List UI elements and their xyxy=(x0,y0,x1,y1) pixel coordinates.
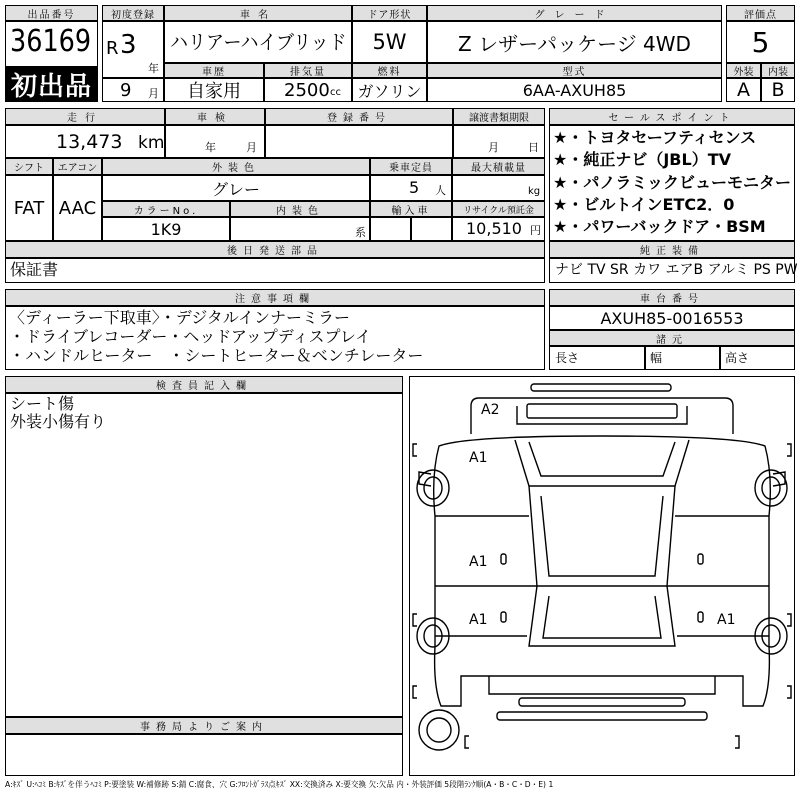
inspector-box xyxy=(5,393,403,717)
sales-point-2: ★・純正ナビ（JBL）TV xyxy=(553,150,731,169)
history-value: 自家用 xyxy=(187,81,241,102)
recycle-unit: 円 xyxy=(530,224,541,237)
notes-label: 注意事項欄 xyxy=(5,289,545,306)
fuel-value: ガソリン xyxy=(357,81,422,101)
damage-mark-front: A2 xyxy=(481,402,500,418)
later-parts-value: 保証書 xyxy=(10,260,59,279)
int-color-cell xyxy=(230,217,370,241)
color-no-label: カラーNo. xyxy=(102,201,230,217)
sales-points-label: セールスポイント xyxy=(549,108,795,125)
dims-width-label: 幅 xyxy=(650,351,663,365)
registration-label: 登録番号 xyxy=(265,108,453,125)
office-label: 事務局よりご案内 xyxy=(5,717,403,734)
displacement-label: 排気量 xyxy=(264,63,352,78)
chassis-cell xyxy=(549,306,795,330)
shift-cell xyxy=(5,175,53,241)
score-cell xyxy=(726,21,795,63)
lot-number: 36169 xyxy=(10,24,92,59)
displacement-unit: cc xyxy=(330,87,341,98)
grade-cell xyxy=(427,21,722,63)
rear-window xyxy=(529,586,675,646)
score-value: 5 xyxy=(751,25,770,59)
import-label: 輸入車 xyxy=(370,201,452,217)
car-name: ハリアーハイブリッド xyxy=(170,30,347,54)
damage-mark-left-door: A1 xyxy=(469,554,488,570)
later-parts-cell xyxy=(5,258,545,283)
grade-value: Z レザーパッケージ 4WD xyxy=(458,31,691,56)
inspection-year-unit: 年 xyxy=(205,141,216,154)
fuel-label: 燃料 xyxy=(352,63,427,78)
int-score-value: B xyxy=(771,79,785,101)
notes-line-1: 〈ディーラー下取車〉・デジタルインナーミラー xyxy=(9,308,350,327)
inspector-line-2: 外装小傷有り xyxy=(10,412,107,431)
capacity-label: 乗車定員 xyxy=(370,158,452,175)
later-parts-label: 後日発送部品 xyxy=(5,241,545,258)
first-listing-text: 初出品 xyxy=(10,72,92,102)
rear-bumper xyxy=(489,676,715,694)
transfer-label: 譲渡書類期限 xyxy=(453,108,545,125)
dims-label: 諸元 xyxy=(549,330,795,346)
roof xyxy=(529,486,675,586)
aircon-cell xyxy=(53,175,102,241)
shift-value: FAT xyxy=(13,197,45,219)
genuine-label: 純正装備 xyxy=(549,241,795,258)
grade-label: グレード xyxy=(427,5,722,21)
rear-inner xyxy=(543,596,661,638)
shift-label: シフト xyxy=(5,158,53,175)
sales-point-3: ★・パノラミックビューモニター xyxy=(553,173,792,192)
int-color-label: 内装色 xyxy=(230,201,370,217)
score-label: 評価点 xyxy=(726,5,795,21)
capacity-value: 5 xyxy=(409,178,420,197)
dims-height-label: 高さ xyxy=(725,351,750,365)
mileage-label: 走行 xyxy=(5,108,165,125)
import-cell-2 xyxy=(411,217,452,241)
history-label: 車歴 xyxy=(164,63,264,78)
car-name-label: 車名 xyxy=(164,5,352,21)
int-score-cell xyxy=(761,78,795,102)
color-no-cell xyxy=(102,217,230,241)
first-reg-month: 9 xyxy=(120,80,132,101)
registration-cell xyxy=(265,125,453,158)
legend-text: A:ｷｽﾞ U:ﾍｺﾐ B:ｷｽﾞを伴うﾍｺﾐ P:要塗装 W:補修跡 S:錆 C:腐食、穴 G:ﾌﾛﾝﾄｶﾞﾗｽ点ｷｽﾞ XX:交換済み X:要交換 欠:欠品 内・外装評価 5段階ﾗﾝｸ順(A・B・C・D・E) 1 xyxy=(5,780,554,789)
import-cell xyxy=(370,217,411,241)
max-load-unit: kg xyxy=(528,186,541,197)
history-cell xyxy=(164,78,264,102)
aircon-value: AAC xyxy=(58,197,97,219)
int-color-unit: 系 xyxy=(355,226,366,239)
office-box xyxy=(5,734,403,776)
first-reg-month-unit: 月 xyxy=(148,87,159,100)
chassis-label: 車台番号 xyxy=(549,289,795,306)
ext-score-value: A xyxy=(737,79,750,101)
front-bumper-strip xyxy=(531,384,671,391)
inspector-label: 検査員記入欄 xyxy=(5,376,403,393)
roof-inner xyxy=(541,496,663,576)
first-reg-era: R xyxy=(106,38,119,59)
car-diagram xyxy=(409,376,795,776)
lot-number-label: 出品番号 xyxy=(5,5,98,21)
mileage-unit: km xyxy=(138,133,165,153)
hood-lines xyxy=(529,442,675,476)
ext-color-value: グレー xyxy=(211,179,260,199)
first-reg-year-unit: 年 xyxy=(148,62,159,75)
sales-point-1: ★・トヨタセーフティセンス xyxy=(553,128,757,147)
genuine-value: ナビ TV SR カワ エアB アルミ PS PW xyxy=(555,262,798,278)
ext-color-cell xyxy=(102,175,370,201)
model-label: 型式 xyxy=(427,63,722,78)
capacity-unit: 人 xyxy=(435,184,446,197)
chassis-value: AXUH85-0016553 xyxy=(600,308,744,328)
inspection-label: 車検 xyxy=(165,108,265,125)
notes-line-2: ・ドライブレコーダー・ヘッドアップディスプレイ xyxy=(9,327,372,346)
front-inner-line xyxy=(517,406,687,424)
notes-line-3: ・ハンドルヒーター ・シートヒーター＆ベンチレーター xyxy=(9,346,424,365)
recycle-label: リサイクル預託金 xyxy=(452,201,545,217)
model-cell xyxy=(427,78,722,102)
fuel-cell xyxy=(352,78,427,102)
door-value: 5W xyxy=(372,30,407,54)
color-no-value: 1K9 xyxy=(150,219,182,239)
spare-wheel xyxy=(419,710,459,750)
transfer-month-unit: 月 xyxy=(488,141,499,154)
dims-length-label: 長さ xyxy=(555,351,580,365)
sales-point-5: ★・パワーバックドア・BSM xyxy=(553,217,766,236)
sales-point-4: ★・ビルトインETC2．0 xyxy=(553,195,735,214)
first-reg-label: 初度登録 xyxy=(102,5,164,21)
first-reg-year: 3 xyxy=(120,30,137,60)
door-cell xyxy=(352,21,427,63)
damage-mark-right-rear: A1 xyxy=(717,612,736,628)
rear-plate xyxy=(519,698,685,706)
inspector-line-1: シート傷 xyxy=(10,394,75,413)
rear-lower-strip xyxy=(497,712,707,720)
int-score-label: 内装 xyxy=(761,63,795,78)
ext-score-label: 外装 xyxy=(726,63,761,78)
displacement-value: 2500 xyxy=(284,80,330,101)
damage-mark-left-rear: A1 xyxy=(469,612,488,628)
ext-color-label: 外装色 xyxy=(102,158,370,175)
mileage-value: 13,473 xyxy=(56,131,123,153)
max-load-label: 最大積載量 xyxy=(452,158,545,175)
front-grille xyxy=(527,404,677,418)
damage-mark-front-left: A1 xyxy=(469,450,488,466)
windshield xyxy=(515,440,689,486)
recycle-value: 10,510 xyxy=(466,219,522,238)
door-label: ドア形状 xyxy=(352,5,427,21)
inspection-month-unit: 月 xyxy=(246,141,257,154)
first-listing-badge xyxy=(5,67,98,102)
model-value: 6AA-AXUH85 xyxy=(522,80,627,100)
transfer-day-unit: 日 xyxy=(528,141,539,154)
aircon-label: エアコン xyxy=(53,158,102,175)
ext-score-cell xyxy=(726,78,761,102)
